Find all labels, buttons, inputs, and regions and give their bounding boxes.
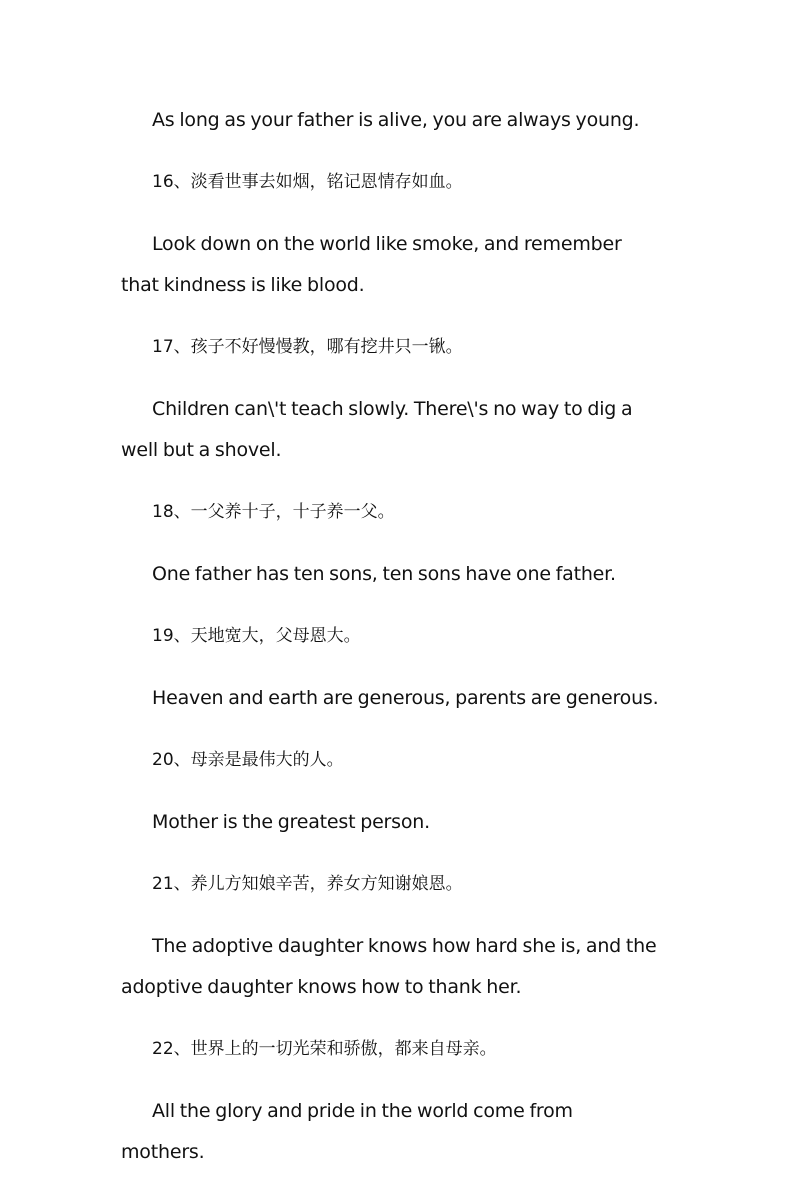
- paragraph-english: The adoptive daughter knows how hard she is, and the adoptive daughter knows how to thank her.: [121, 935, 657, 998]
- paragraph-english: Mother is the greatest person.: [152, 811, 430, 833]
- paragraph-chinese-19: 19、天地宽大，父母恩大。: [152, 626, 361, 646]
- paragraph-english: Children can\'t teach slowly. There\'s no way to dig a well but a shovel.: [121, 398, 633, 461]
- paragraph-english: All the glory and pride in the world come from mothers.: [121, 1100, 573, 1163]
- paragraph-chinese-20: 20、母亲是最伟大的人。: [152, 750, 344, 770]
- paragraph-chinese-22: 22、世界上的一切光荣和骄傲，都来自母亲。: [152, 1039, 497, 1059]
- paragraph-english: One father has ten sons, ten sons have one father.: [152, 563, 616, 585]
- paragraph-chinese-21: 21、养儿方知娘辛苦，养女方知谢娘恩。: [152, 874, 463, 894]
- paragraph-chinese-16: 16、淡看世事去如烟，铭记恩情存如血。: [152, 172, 463, 192]
- document-body: [121, 100, 661, 1194]
- paragraph-chinese-18: 18、一父养十子，十子养一父。: [152, 502, 395, 522]
- paragraph-chinese-17: 17、孩子不好慢慢教，哪有挖井只一锹。: [152, 337, 463, 357]
- paragraph-english: Look down on the world like smoke, and remember that kindness is like blood.: [121, 233, 622, 296]
- paragraph-english: Heaven and earth are generous, parents are generous.: [152, 687, 659, 709]
- paragraph-english: As long as your father is alive, you are always young.: [152, 109, 640, 131]
